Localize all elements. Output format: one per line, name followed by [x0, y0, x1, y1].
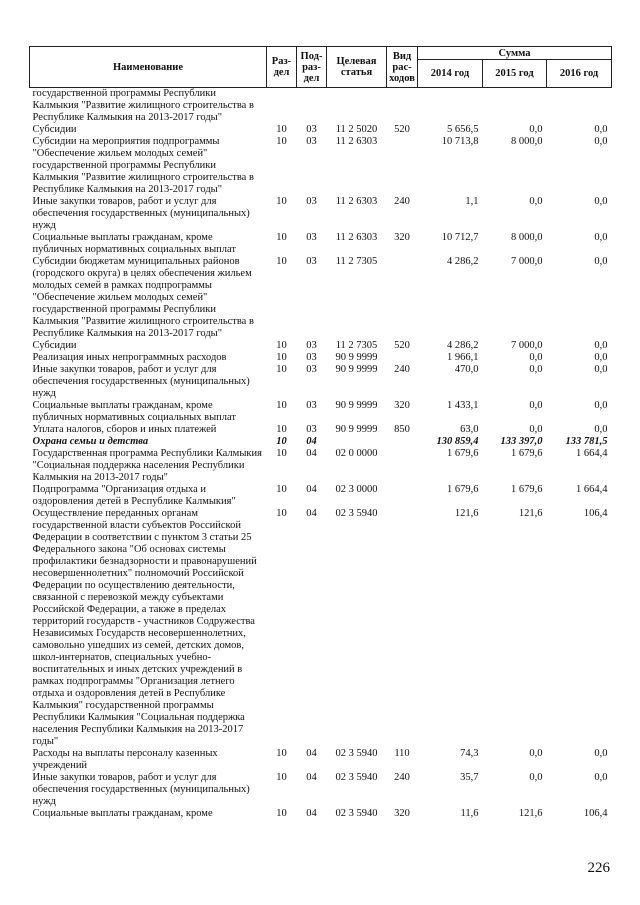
row-vid: [387, 352, 418, 364]
budget-table-page: [29, 46, 611, 820]
row-podrazdel: 04: [306, 772, 317, 783]
row-vid: 240: [394, 772, 410, 783]
row-name: Субсидии бюджетам муниципальных районов (городского округа) в целях обеспечения жильем молодых семей в рамках подпрограммы "Обеспечение жильем молодых семей" государственной программы Республики Калмыкия "Развитие жилищного строительства в Республике Калмыкия на 2013-2017 годы": [32, 256, 254, 339]
row-podrazdel: 03: [306, 124, 317, 135]
table-row: [30, 448, 612, 484]
row-2016: 1 664,4: [576, 448, 608, 459]
row-2016: 0,0: [594, 424, 608, 435]
table-row: [30, 340, 612, 352]
row-target: 90 9 9999: [335, 424, 378, 435]
row-vid: [387, 508, 418, 748]
row-vid: 320: [394, 400, 410, 411]
row-2016: 133 781,5: [565, 436, 608, 447]
row-2014: 130 859,4: [436, 436, 479, 447]
header-2014: 2014 год: [418, 60, 483, 88]
row-name: Расходы на выплаты персоналу казенных учреждений: [32, 748, 218, 771]
row-2015: 1 679,6: [511, 448, 543, 459]
row-name: Иные закупки товаров, работ и услуг для обеспечения государственных (муниципальных) нужд: [32, 196, 250, 231]
row-name: государственной программы Республики Калмыкия "Развитие жилищного строительства в Республике Калмыкия на 2013-2017 годы": [32, 88, 254, 123]
row-vid: 520: [394, 124, 410, 135]
row-podrazdel: 04: [306, 436, 317, 447]
row-2016: 0,0: [594, 196, 608, 207]
row-podrazdel: 04: [306, 448, 317, 459]
row-podrazdel: 03: [306, 400, 317, 411]
row-target: 11 2 6303: [335, 136, 378, 147]
row-2015: 0,0: [529, 772, 543, 783]
row-2016: 0,0: [594, 772, 608, 783]
row-vid: [387, 136, 418, 196]
row-target: 90 9 9999: [335, 352, 378, 363]
header-sum: Сумма: [418, 47, 612, 60]
table-row: [30, 124, 612, 136]
row-2014: 10 712,7: [441, 232, 479, 243]
row-2016: 0,0: [594, 400, 608, 411]
row-2014: 63,0: [460, 424, 479, 435]
table-row: [30, 364, 612, 400]
row-2015: 0,0: [529, 364, 543, 375]
row-razdel: 10: [276, 772, 287, 783]
row-2016: 0,0: [594, 232, 608, 243]
header-target: Целевая статья: [327, 47, 387, 88]
row-target: 02 3 5940: [335, 748, 378, 759]
row-target: 11 2 5020: [335, 124, 378, 135]
row-target: 11 2 7305: [335, 340, 378, 351]
row-target: 02 3 0000: [335, 484, 378, 495]
row-2016: 0,0: [594, 364, 608, 375]
row-2014: 4 286,2: [447, 340, 479, 351]
row-2016: 0,0: [594, 136, 608, 147]
row-vid: 850: [394, 424, 410, 435]
table-row: [30, 748, 612, 772]
header-2015: 2015 год: [483, 60, 547, 88]
row-vid: 320: [394, 808, 410, 819]
row-vid: 240: [394, 364, 410, 375]
row-2014: [418, 88, 483, 125]
row-2014: 35,7: [460, 772, 479, 783]
row-2015: 7 000,0: [511, 256, 543, 267]
row-2014: 1,1: [465, 196, 479, 207]
table-row: [30, 88, 612, 125]
row-razdel: 10: [276, 448, 287, 459]
table-row: [30, 808, 612, 820]
row-podrazdel: [297, 88, 327, 125]
row-2015: 121,6: [518, 508, 543, 519]
row-podrazdel: 03: [306, 136, 317, 147]
row-2014: 470,0: [454, 364, 479, 375]
row-2016: 106,4: [583, 808, 608, 819]
table-header: [30, 47, 612, 88]
row-podrazdel: 03: [306, 256, 317, 267]
header-razdel: Раз- дел: [267, 47, 297, 88]
row-vid: [387, 88, 418, 125]
row-2014: 1 679,6: [447, 448, 479, 459]
row-2014: 10 713,8: [441, 136, 479, 147]
row-razdel: 10: [276, 508, 287, 519]
row-razdel: 10: [276, 484, 287, 495]
row-2016: 1 664,4: [576, 484, 608, 495]
row-podrazdel: 03: [306, 232, 317, 243]
row-razdel: 10: [276, 352, 287, 363]
header-podrazdel: Под- раз- дел: [297, 47, 327, 88]
table-row: [30, 508, 612, 748]
row-2016: 0,0: [594, 124, 608, 135]
row-razdel: 10: [276, 256, 287, 267]
row-vid: 240: [394, 196, 410, 207]
row-podrazdel: 03: [306, 196, 317, 207]
row-2015: 8 000,0: [511, 232, 543, 243]
row-name: Иные закупки товаров, работ и услуг для обеспечения государственных (муниципальных) нужд: [32, 364, 250, 399]
row-podrazdel: 03: [306, 340, 317, 351]
row-razdel: 10: [276, 364, 287, 375]
row-name: Социальные выплаты гражданам, кроме: [32, 808, 213, 819]
row-2014: 74,3: [460, 748, 479, 759]
row-2016: 0,0: [594, 748, 608, 759]
row-target: 90 9 9999: [335, 364, 378, 375]
row-2015: 133 397,0: [500, 436, 543, 447]
row-2015: 0,0: [529, 424, 543, 435]
row-name: Осуществление переданных органам государственной власти субъектов Российской Федерации в соответствии с пунктом 3 статьи 25 Федерального закона "Об основах системы профилактики безнадзорности и правонарушений несовершеннолетних" полномочий Российской Федерации по осуществлению деятельности, связанной с перевозкой между субъектами Российской Федерации, а также в пределах территорий государств - участников Содружества Независимых Государств несовершеннолетних, самовольно ушедших из семей, детских домов, школ-интернатов, специальных учебно-воспитательных и иных детских учреждений в рамках подпрограммы "Организация летнего отдыха и оздоровления детей в Республике Калмыкия" государственной программы Республики Калмыкия "Социальная поддержка населения Республики Калмыкия на 2013-2017 годы": [32, 508, 257, 747]
row-podrazdel: 03: [306, 352, 317, 363]
row-vid: 520: [394, 340, 410, 351]
row-target: 11 2 7305: [335, 256, 378, 267]
table-row: [30, 256, 612, 340]
row-2014: 4 286,2: [447, 256, 479, 267]
row-name: Субсидии на мероприятия подпрограммы "Обеспечение жильем молодых семей" государственной программы Республики Калмыкия "Развитие жилищного строительства в Республике Калмыкия на 2013-2017 годы": [32, 136, 254, 195]
row-vid: [387, 256, 418, 340]
row-vid: [387, 484, 418, 508]
row-2014: 121,6: [454, 508, 479, 519]
row-target: 02 3 5940: [335, 508, 378, 519]
table-row: [30, 352, 612, 364]
row-target: 02 3 5940: [335, 808, 378, 819]
row-vid: [387, 436, 418, 448]
row-name: Социальные выплаты гражданам, кроме публичных нормативных социальных выплат: [32, 400, 236, 423]
row-2014: 1 433,1: [447, 400, 479, 411]
row-razdel: 10: [276, 400, 287, 411]
header-2016: 2016 год: [547, 60, 612, 88]
row-podrazdel: 04: [306, 808, 317, 819]
table-row: [30, 232, 612, 256]
header-name: Наименование: [30, 47, 267, 88]
row-vid: 110: [394, 748, 410, 759]
row-podrazdel: 04: [306, 508, 317, 519]
row-razdel: 10: [276, 424, 287, 435]
row-2015: 8 000,0: [511, 136, 543, 147]
row-2016: 106,4: [583, 508, 608, 519]
row-name: Реализация иных непрограммных расходов: [32, 352, 227, 363]
row-2014: 5 656,5: [447, 124, 479, 135]
table-row: [30, 136, 612, 196]
row-2014: 1 966,1: [447, 352, 479, 363]
row-2015: 0,0: [529, 748, 543, 759]
row-2015: 0,0: [529, 400, 543, 411]
row-razdel: 10: [276, 340, 287, 351]
row-2014: 1 679,6: [447, 484, 479, 495]
row-2015: 1 679,6: [511, 484, 543, 495]
row-vid: [387, 448, 418, 484]
row-target: [327, 436, 387, 448]
header-vid: Вид рас- ходов: [387, 47, 418, 88]
row-razdel: 10: [276, 136, 287, 147]
row-name: Субсидии: [32, 124, 77, 135]
row-name: Подпрограмма "Организация отдыха и оздоровления детей в Республике Калмыкия": [32, 484, 236, 507]
row-2015: [483, 88, 547, 125]
page-number: 226: [587, 860, 610, 876]
row-2015: 121,6: [518, 808, 543, 819]
row-target: [327, 88, 387, 125]
table-row: [30, 484, 612, 508]
table-row: [30, 196, 612, 232]
table-row: [30, 436, 612, 448]
row-2015: 7 000,0: [511, 340, 543, 351]
row-razdel: [267, 88, 297, 125]
table-body: [30, 88, 612, 821]
row-target: 02 0 0000: [335, 448, 378, 459]
row-podrazdel: 03: [306, 364, 317, 375]
row-2016: 0,0: [594, 340, 608, 351]
row-target: 02 3 5940: [335, 772, 378, 783]
row-target: 90 9 9999: [335, 400, 378, 411]
row-2014: 11,6: [460, 808, 479, 819]
row-podrazdel: 03: [306, 424, 317, 435]
row-2016: [547, 88, 612, 125]
row-razdel: 10: [276, 232, 287, 243]
row-name: Субсидии: [32, 340, 77, 351]
row-podrazdel: 04: [306, 484, 317, 495]
row-razdel: 10: [276, 748, 287, 759]
row-2016: 0,0: [594, 352, 608, 363]
row-2015: 0,0: [529, 352, 543, 363]
row-target: 11 2 6303: [335, 232, 378, 243]
budget-table: [29, 46, 612, 820]
row-name: Государственная программа Республики Калмыкия "Социальная поддержка населения Республики Калмыкия на 2013-2017 годы": [32, 448, 262, 483]
row-name: Социальные выплаты гражданам, кроме публичных нормативных социальных выплат: [32, 232, 236, 255]
table-row: [30, 400, 612, 424]
row-razdel: 10: [276, 808, 287, 819]
row-2015: 0,0: [529, 124, 543, 135]
row-name: Иные закупки товаров, работ и услуг для обеспечения государственных (муниципальных) нужд: [32, 772, 250, 807]
table-row: [30, 424, 612, 436]
row-2016: 0,0: [594, 256, 608, 267]
row-podrazdel: 04: [306, 748, 317, 759]
row-target: 11 2 6303: [335, 196, 378, 207]
row-razdel: 10: [276, 124, 287, 135]
row-name: Уплата налогов, сборов и иных платежей: [32, 424, 217, 435]
row-name: Охрана семьи и детства: [32, 436, 149, 447]
row-2015: 0,0: [529, 196, 543, 207]
table-row: [30, 772, 612, 808]
row-razdel: 10: [276, 436, 287, 447]
row-vid: 320: [394, 232, 410, 243]
row-razdel: 10: [276, 196, 287, 207]
